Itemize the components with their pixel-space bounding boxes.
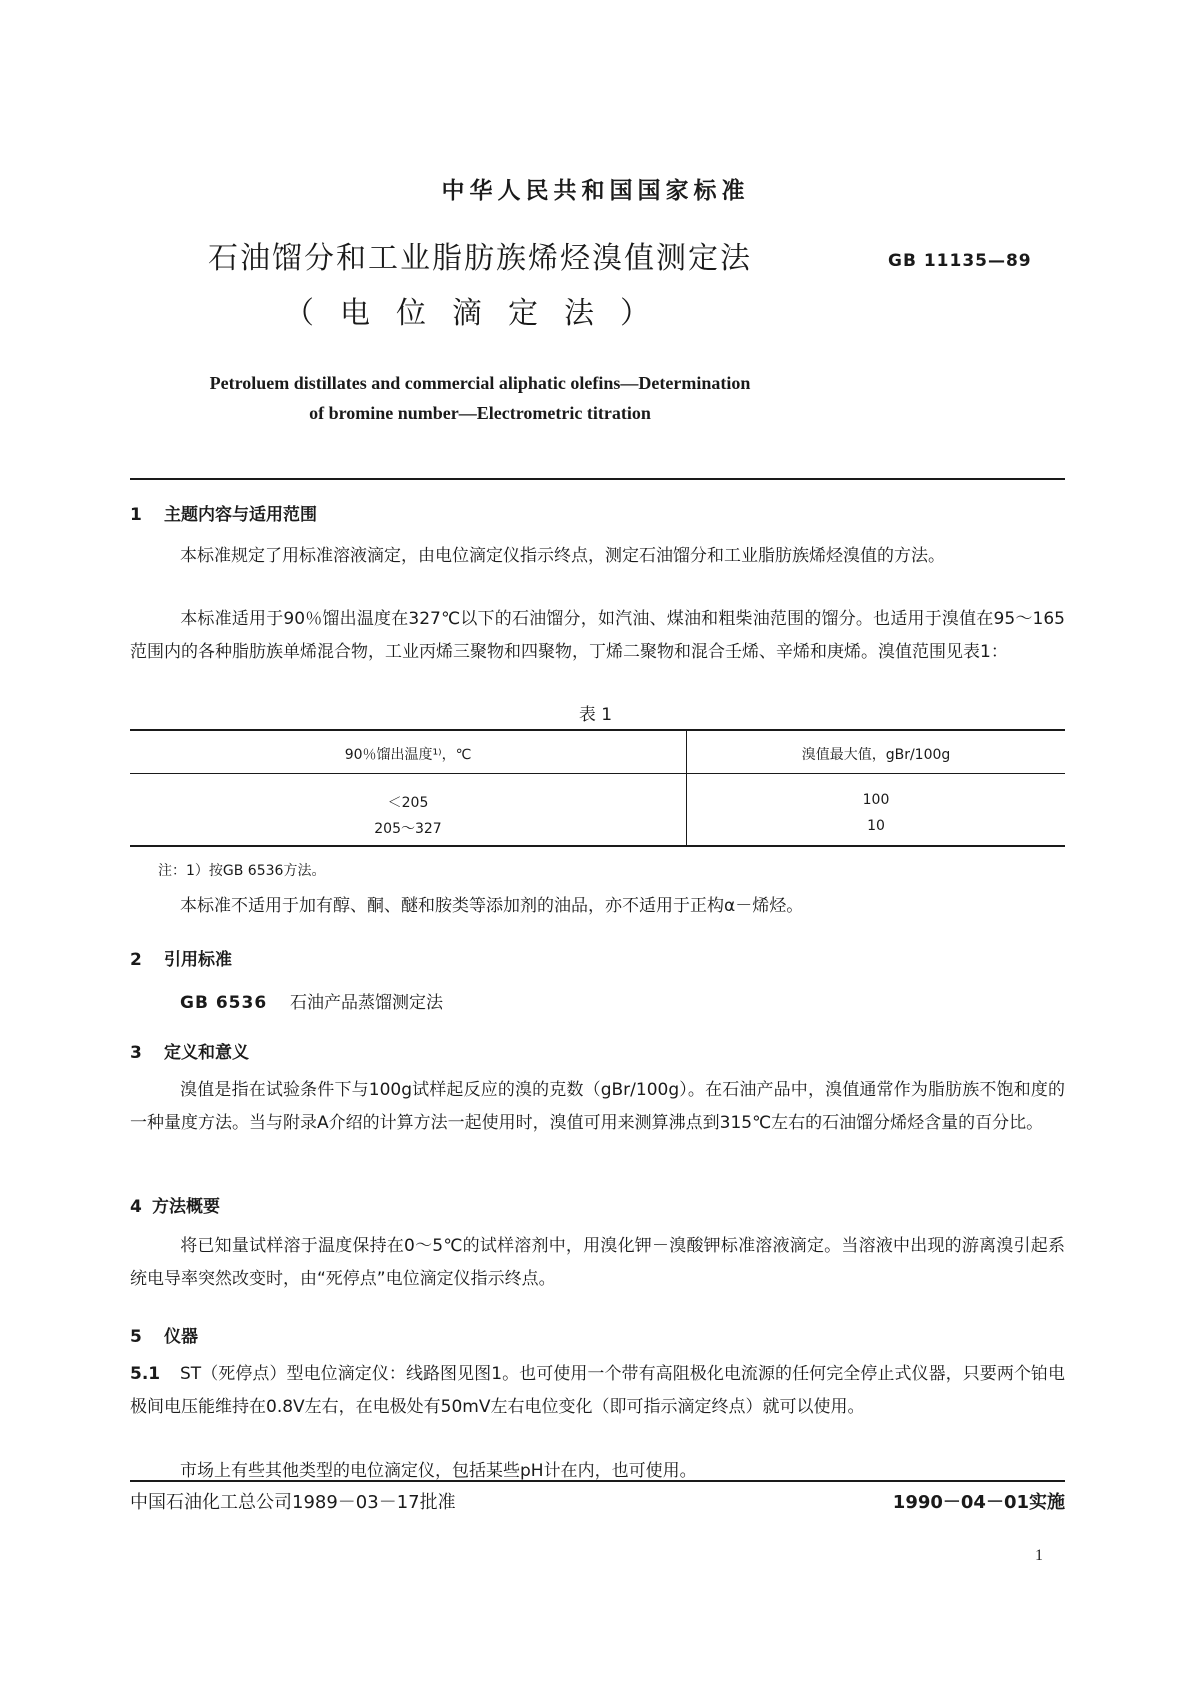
normative-reference [180, 988, 443, 1013]
standard-number: GB 11135—89 [888, 251, 1032, 271]
section-number: 4 [130, 1197, 142, 1217]
paragraph-text: 将已知量试样溶于温度保持在0～5℃的试样溶剂中，用溴化钾－溴酸钾标准溶液滴定。当溶液中出现的游离溴引起系统电导率突然改变时，由“死停点”电位滴定仪指示终点。 [130, 1236, 1065, 1289]
table-cell-bromine: 100 [862, 792, 890, 808]
section-1-paragraph-3 [130, 890, 1065, 923]
table-note: 注：1）按GB 6536方法。 [158, 863, 326, 879]
section-title: 方法概要 [152, 1197, 220, 1217]
section-5-1-paragraph [130, 1358, 1065, 1424]
table-header-bromine: 溴值最大值，gBr/100g [801, 747, 951, 763]
paragraph-text: 本标准不适用于加有醇、酮、醚和胺类等添加剂的油品，亦不适用于正构α－烯烃。 [180, 896, 804, 916]
paragraph-text: ST（死停点）型电位滴定仪：线路图见图1。也可使用一个带有高阻极化电流源的任何完全停止式仪器，只要两个铂电极间电压能维持在0.8V左右，在电极处有50mV左右电位变化（即可指示滴定终点）就可以使用。 [130, 1364, 1065, 1417]
section-title: 主题内容与适用范围 [164, 505, 317, 525]
section-title: 仪器 [164, 1327, 198, 1347]
paragraph-text: 本标准规定了用标准溶液滴定，由电位滴定仪指示终点，测定石油馏分和工业脂肪族烯烃溴值的方法。 [180, 546, 945, 566]
document-title: 石油馏分和工业脂肪族烯烃溴值测定法 [208, 241, 752, 276]
title-divider [130, 478, 1065, 480]
table-cell-temperature: ＜205 [387, 795, 429, 811]
table-header-rule [130, 773, 1065, 774]
effective-date: 1990－04－01实施 [892, 1492, 1065, 1513]
reference-code: GB 6536 [180, 993, 268, 1013]
section-5-paragraph-2 [130, 1455, 1065, 1488]
section-number: 3 [130, 1043, 142, 1063]
section-4-paragraph [130, 1230, 1065, 1296]
page-number: 1 [1035, 1547, 1043, 1564]
section-number: 1 [130, 505, 142, 525]
paragraph-text: 市场上有些其他类型的电位滴定仪，包括某些pH计在内，也可使用。 [180, 1461, 697, 1481]
section-1-heading [130, 500, 317, 525]
section-1-paragraph-2 [130, 603, 1065, 669]
section-number: 2 [130, 950, 142, 970]
table-caption: 表 1 [578, 705, 613, 725]
section-title: 引用标准 [164, 950, 232, 970]
english-title-line-1: Petroluem distillates and commercial aliphatic olefins—Determination [209, 373, 751, 393]
section-title: 定义和意义 [164, 1043, 249, 1063]
approval-date: 中国石油化工总公司1989－03－17批准 [130, 1492, 456, 1513]
country-standard-heading: 中华人民共和国国家标准 [441, 178, 750, 204]
english-title-line-2: of bromine number—Electrometric titration [309, 403, 651, 423]
table-header-temperature: 90％馏出温度¹⁾，℃ [344, 747, 472, 763]
table-top-rule [130, 729, 1065, 731]
subsection-number: 5.1 [130, 1364, 161, 1384]
table-bottom-rule [130, 845, 1065, 847]
section-2-heading [130, 945, 232, 970]
section-number: 5 [130, 1327, 142, 1347]
footer-rule [130, 1480, 1065, 1482]
table-cell-temperature: 205～327 [374, 821, 442, 837]
paragraph-text: 溴值是指在试验条件下与100g试样起反应的溴的克数（gBr/100g）。在石油产品中，溴值通常作为脂肪族不饱和度的一种量度方法。当与附录A介绍的计算方法一起使用时，溴值可用来测算沸点到315℃左右的石油馏分烯烃含量的百分比。 [130, 1080, 1065, 1133]
section-3-heading [130, 1038, 249, 1063]
table-cell-bromine: 10 [867, 818, 885, 834]
section-1-paragraph-1 [130, 540, 1065, 573]
document-subtitle: （电位滴定法） [284, 296, 676, 331]
paragraph-text: 本标准适用于90％馏出温度在327℃以下的石油馏分，如汽油、煤油和粗柴油范围的馏分。也适用于溴值在95～165范围内的各种脂肪族单烯混合物，工业丙烯三聚物和四聚物，丁烯二聚物和混合壬烯、辛烯和庚烯。溴值范围见表1： [130, 609, 1065, 662]
section-4-heading [130, 1192, 220, 1217]
section-3-paragraph [130, 1074, 1065, 1140]
reference-title: 石油产品蒸馏测定法 [290, 993, 443, 1013]
section-5-heading [130, 1322, 198, 1347]
